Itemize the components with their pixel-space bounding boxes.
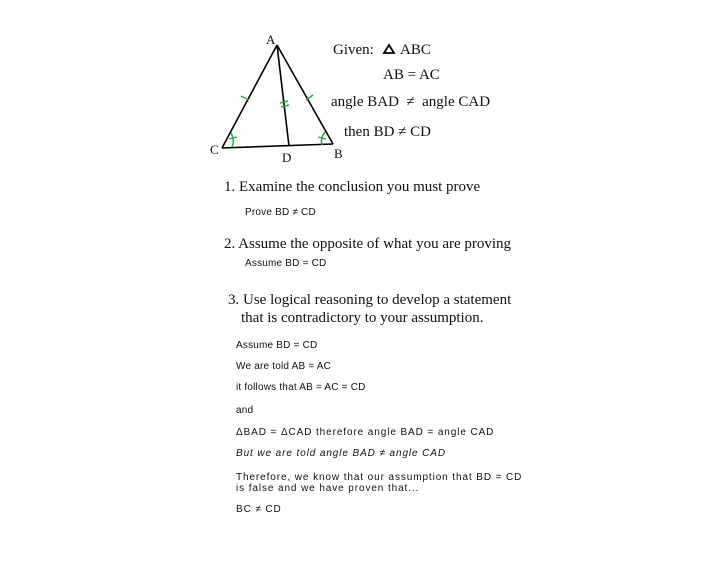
side-ac bbox=[222, 45, 277, 148]
vertex-label-d: D bbox=[282, 150, 292, 165]
proof-line-4: and bbox=[236, 405, 254, 416]
angle-arc-c bbox=[231, 133, 233, 147]
step-2-body: Assume BD = CD bbox=[245, 258, 327, 269]
vertex-label-a: A bbox=[266, 32, 276, 47]
vertex-label-b: B bbox=[334, 146, 343, 161]
proof-line-7a: Therefore, we know that our assumption that BD = CD bbox=[236, 472, 523, 483]
given-line-conclusion: then BD ≠ CD bbox=[344, 124, 431, 140]
proof-line-3: it follows that AB = AC = CD bbox=[236, 382, 366, 393]
side-ab bbox=[277, 45, 333, 144]
side-cb bbox=[222, 144, 333, 148]
step-2-title: 2. Assume the opposite of what you are proving bbox=[224, 236, 512, 252]
given-line-angles: angle BAD ≠ angle CAD bbox=[331, 94, 491, 110]
proof-line-1: Assume BD = CD bbox=[236, 340, 318, 351]
segment-ad bbox=[277, 45, 289, 146]
step-1-body: Prove BD ≠ CD bbox=[245, 207, 316, 218]
proof-line-7b: is false and we have proven that... bbox=[236, 483, 420, 494]
proof-line-6: But we are told angle BAD ≠ angle CAD bbox=[236, 448, 446, 459]
step-1-title: 1. Examine the conclusion you must prove bbox=[224, 179, 481, 195]
proof-line-5: ΔBAD = ΔCAD therefore angle BAD = angle CAD bbox=[236, 427, 495, 438]
given-line-ab-ac: AB = AC bbox=[383, 67, 440, 83]
triangle-symbol-icon bbox=[384, 45, 394, 53]
vertex-label-c: C bbox=[210, 142, 219, 157]
tick-mark-ad-2 bbox=[281, 105, 289, 107]
given-triangle-name: ABC bbox=[400, 42, 431, 58]
tick-mark-ad-1 bbox=[280, 101, 288, 103]
step-3-title-line2: that is contradictory to your assumption. bbox=[241, 310, 484, 326]
proof-line-2: We are told AB = AC bbox=[236, 361, 332, 372]
step-3-title-line1: 3. Use logical reasoning to develop a statement bbox=[228, 292, 512, 308]
proof-line-8: BC ≠ CD bbox=[236, 504, 282, 515]
given-label: Given: bbox=[333, 42, 374, 58]
